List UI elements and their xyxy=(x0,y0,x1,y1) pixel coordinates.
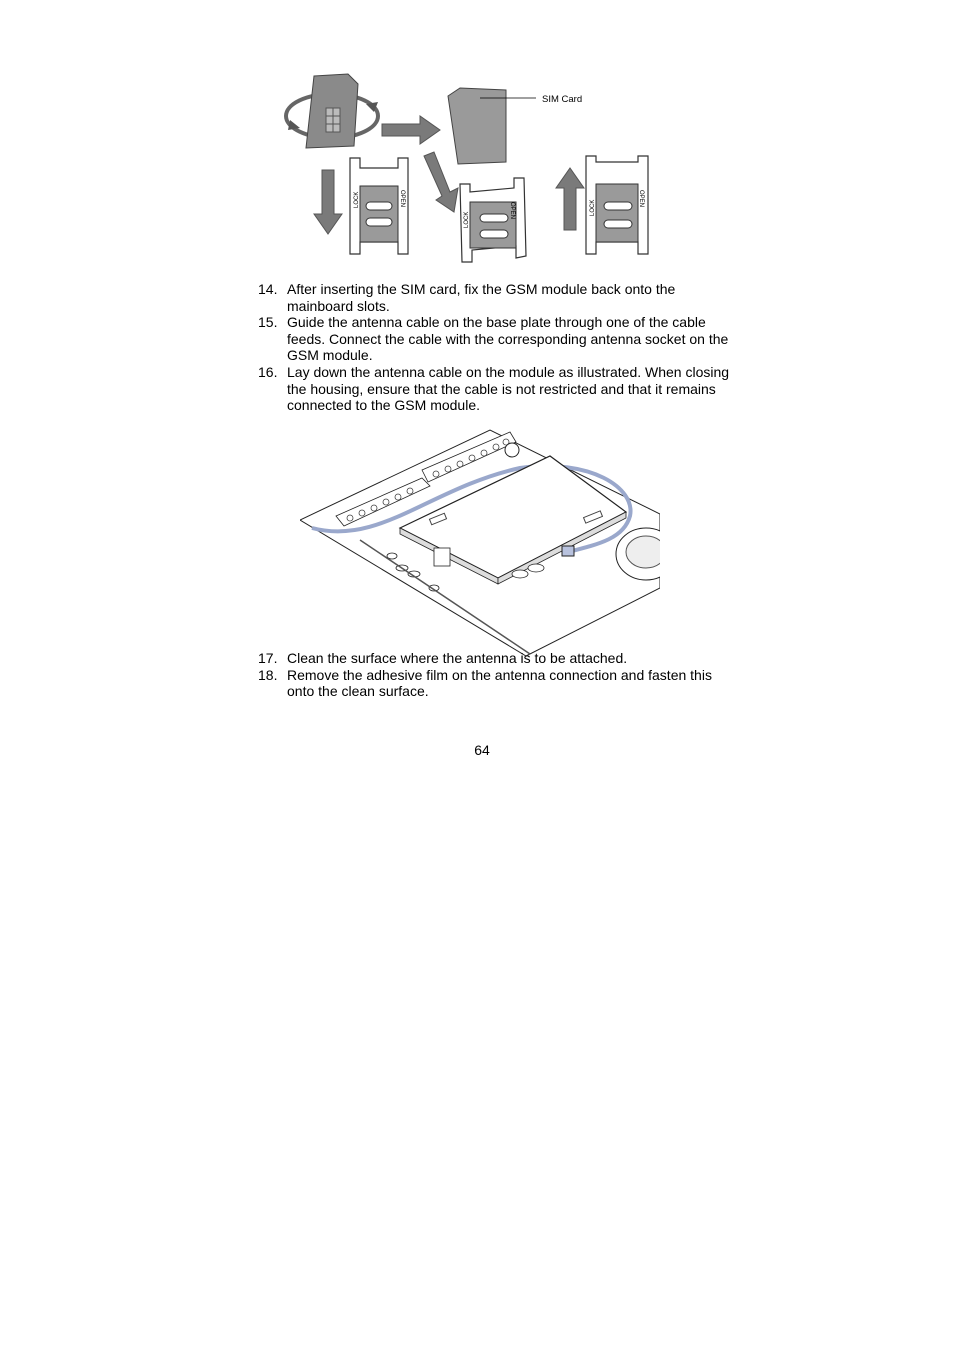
instruction-steps-14-16 xyxy=(256,281,736,414)
svg-text:LOCK: LOCK xyxy=(464,211,470,228)
svg-text:OPEN: OPEN xyxy=(509,202,515,220)
gsm-module-antenna-figure xyxy=(300,428,660,656)
svg-text:OPEN: OPEN xyxy=(638,190,644,208)
sim-holder-locked xyxy=(586,156,648,254)
instruction-steps-17-18 xyxy=(256,650,736,700)
step-17: 17. Clean the surface where the antenna is to be attached. xyxy=(258,650,628,666)
sim-card-label: SIM Card xyxy=(542,94,583,105)
svg-text:LOCK: LOCK xyxy=(590,199,596,216)
arrow-up-icon xyxy=(556,168,584,230)
page-number: 64 xyxy=(474,742,490,758)
svg-text:LOCK: LOCK xyxy=(354,191,360,208)
sim-insertion-figure xyxy=(270,68,660,268)
sim-holder-inserting xyxy=(460,178,526,262)
step-18: 18. Remove the adhesive film on the antenna connection and fasten this onto the clean surface. xyxy=(258,666,712,700)
arrow-right-icon xyxy=(382,116,440,144)
arrow-down-icon xyxy=(314,170,342,234)
step-16: 16. Lay down the antenna cable on the module as illustrated. When closing the housing, ensure that the cable is not restricted and that it remains connected to the GSM module. xyxy=(258,363,730,414)
antenna-socket xyxy=(562,546,574,556)
arrow-diagonal-icon xyxy=(424,152,458,212)
sim-holder-open xyxy=(350,158,408,254)
sim-card-rotating xyxy=(286,74,378,148)
sim-card-icon xyxy=(448,88,506,164)
step-15: 15. Guide the antenna cable on the base plate through one of the cable feeds. Connect the cable with the corresponding antenna socket on the GSM module. xyxy=(258,314,729,364)
step-14: 14. After inserting the SIM card, fix the GSM module back onto the mainboard slots. xyxy=(258,281,676,314)
svg-text:OPEN: OPEN xyxy=(399,190,405,208)
